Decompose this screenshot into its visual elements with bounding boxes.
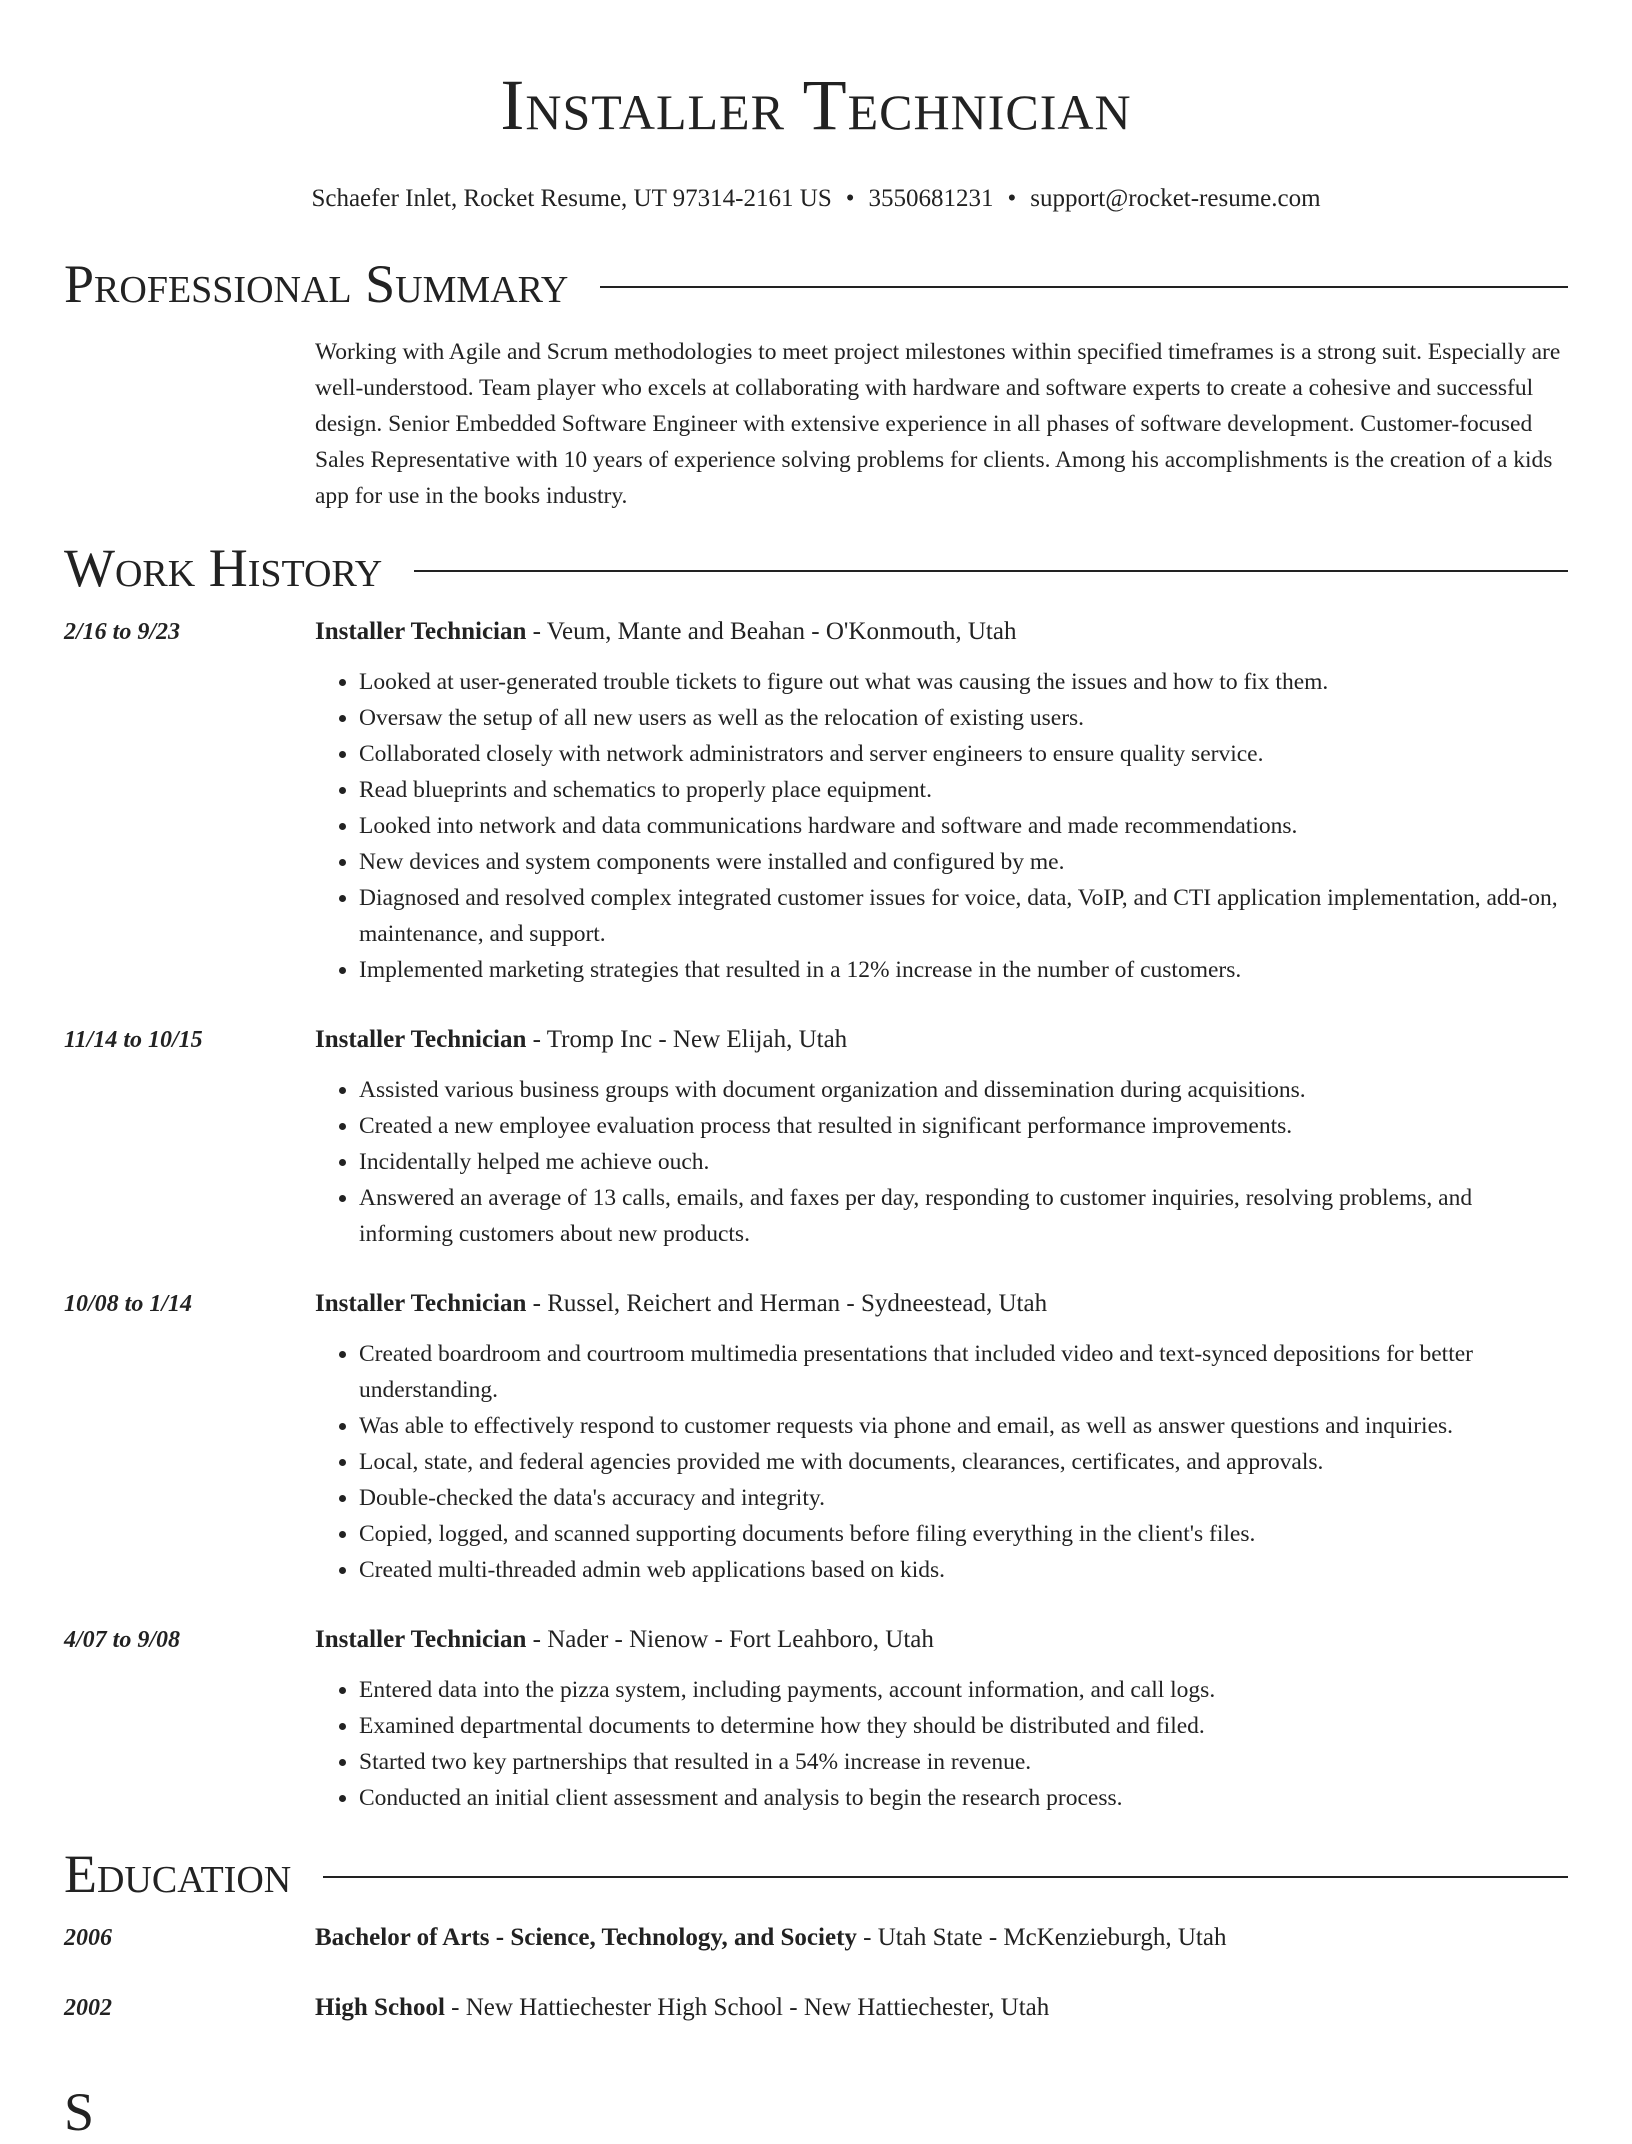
list-item: • Started two key partnerships that resulted in a 54% increase in revenue. [359, 1744, 1568, 1780]
section-divider [414, 570, 1568, 572]
education-entry [64, 1920, 1568, 1956]
section-divider [323, 1876, 1568, 1878]
list-item: • New devices and system components were installed and configured by me. [359, 844, 1568, 880]
list-item: • Oversaw the setup of all new users as well as the relocation of existing users. [359, 700, 1568, 736]
job-role: Installer Technician [315, 1290, 527, 1317]
job-list [64, 614, 1568, 1816]
job-details: - Russel, Reichert and Herman - Sydneestead, Utah [526, 1290, 1048, 1317]
list-item: • Created a new employee evaluation process that resulted in significant performance improvements. [359, 1108, 1568, 1144]
email: support@rocket-resume.com [1030, 185, 1321, 212]
education-degree: High School [315, 1994, 445, 2021]
work-section-title: Work History [64, 538, 383, 598]
job-headline [315, 1622, 934, 1658]
list-item: • Double-checked the data's accuracy and integrity. [359, 1480, 1568, 1516]
job-entry [64, 614, 1568, 988]
list-item: • Created boardroom and courtroom multimedia presentations that included video and text-synced depositions for better understanding. [359, 1336, 1568, 1408]
separator: • [845, 185, 855, 212]
summary-text: Working with Agile and Scrum methodologies to meet project milestones within specified timeframes is a strong suit. Especially are well-understood. Team player who excels at collaborating with hardware and software experts to create a cohesive and successful design. Senior Embedded Software Engineer with extensive experience in all phases of software development. Customer-focused Sales Representative with 10 years of experience solving problems for clients. Among his accomplishments is the creation of a kids app for use in the books industry. [315, 339, 1561, 509]
job-headline [315, 1022, 847, 1058]
next-section-title-partial: S [64, 2082, 95, 2142]
education-headline [315, 1920, 1226, 1956]
list-item: • Local, state, and federal agencies provided me with documents, clearances, certificates, and approvals. [359, 1444, 1568, 1480]
work-section-header [64, 536, 1568, 600]
job-headline [315, 1286, 1047, 1322]
list-item: • Entered data into the pizza system, including payments, account information, and call logs. [359, 1672, 1568, 1708]
page-title: Installer Technician [500, 65, 1132, 145]
phone: 3550681231 [868, 185, 994, 212]
summary-section-title: Professional Summary [64, 254, 569, 314]
list-item: • Collaborated closely with network administrators and server engineers to ensure quality service. [359, 736, 1568, 772]
list-item: • Incidentally helped me achieve ouch. [359, 1144, 1568, 1180]
contact-line [64, 182, 1568, 216]
list-item: • Conducted an initial client assessment and analysis to begin the research process. [359, 1780, 1568, 1816]
list-item: • Examined departmental documents to determine how they should be distributed and filed. [359, 1708, 1568, 1744]
list-item: • Implemented marketing strategies that resulted in a 12% increase in the number of customers. [359, 952, 1568, 988]
job-dates: 11/14 to 10/15 [64, 1027, 203, 1053]
education-details: - Utah State - McKenzieburgh, Utah [856, 1924, 1227, 1951]
job-entry [64, 1286, 1568, 1588]
job-bullets [315, 1072, 1568, 1252]
job-dates: 10/08 to 1/14 [64, 1291, 193, 1317]
list-item: • Looked into network and data communications hardware and software and made recommendations. [359, 808, 1568, 844]
list-item: • Assisted various business groups with document organization and dissemination during acquisitions. [359, 1072, 1568, 1108]
job-dates: 2/16 to 9/23 [64, 619, 181, 645]
education-section-title: Education [64, 1844, 292, 1904]
job-headline [315, 614, 1016, 650]
job-role: Installer Technician [315, 618, 527, 645]
list-item: • Looked at user-generated trouble tickets to figure out what was causing the issues and how to fix them. [359, 664, 1568, 700]
job-details: - Nader - Nienow - Fort Leahboro, Utah [526, 1626, 934, 1653]
list-item: • Created multi-threaded admin web applications based on kids. [359, 1552, 1568, 1588]
job-bullets [315, 1672, 1568, 1816]
job-bullets [315, 1336, 1568, 1588]
resume-page [64, 0, 1568, 2026]
list-item: • Diagnosed and resolved complex integrated customer issues for voice, data, VoIP, and CTI application implementation, add-on, maintenance, and support. [359, 880, 1568, 952]
job-details: - Tromp Inc - New Elijah, Utah [526, 1026, 848, 1053]
job-entry [64, 1622, 1568, 1816]
education-entry [64, 1990, 1568, 2026]
summary-section-header [64, 252, 1568, 316]
education-degree: Bachelor of Arts - Science, Technology, and Society [315, 1924, 857, 1951]
separator: • [1007, 185, 1017, 212]
job-dates: 4/07 to 9/08 [64, 1627, 181, 1653]
list-item: • Answered an average of 13 calls, emails, and faxes per day, responding to customer inquiries, resolving problems, and informing customers about new products. [359, 1180, 1568, 1252]
list-item: • Read blueprints and schematics to properly place equipment. [359, 772, 1568, 808]
education-headline [315, 1990, 1049, 2026]
job-bullets [315, 664, 1568, 988]
education-year: 2002 [64, 1995, 112, 2021]
job-details: - Veum, Mante and Beahan - O'Konmouth, Utah [526, 618, 1017, 645]
job-entry [64, 1022, 1568, 1252]
education-details: - New Hattiechester High School - New Hattiechester, Utah [444, 1994, 1050, 2021]
address: Schaefer Inlet, Rocket Resume, UT 97314-2161 US [311, 185, 832, 212]
list-item: • Copied, logged, and scanned supporting documents before filing everything in the client's files. [359, 1516, 1568, 1552]
job-role: Installer Technician [315, 1626, 527, 1653]
education-year: 2006 [64, 1925, 112, 1951]
list-item: • Was able to effectively respond to customer requests via phone and email, as well as answer questions and inquiries. [359, 1408, 1568, 1444]
job-role: Installer Technician [315, 1026, 527, 1053]
section-divider [600, 286, 1568, 288]
education-section-header [64, 1842, 1568, 1906]
